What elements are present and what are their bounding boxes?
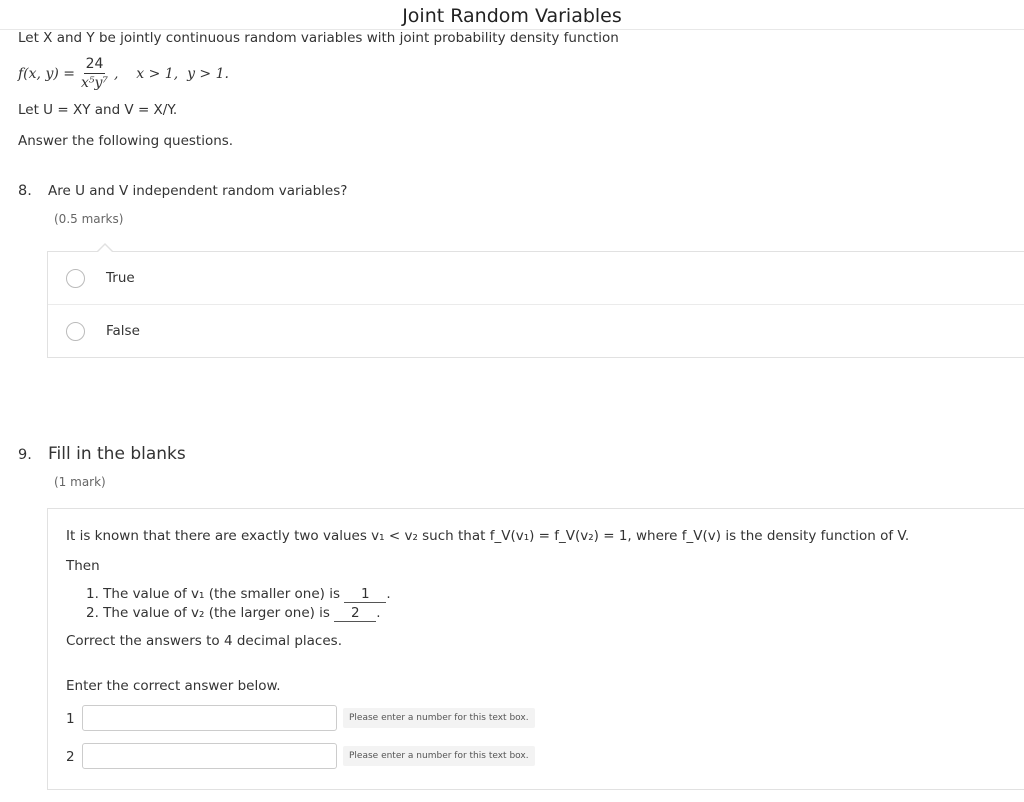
question-statement: It is known that there are exactly two values v₁ < v₂ such that f_V(v₁) = f_V(v₂) = 1, where f_V(v) is the density function of V. <box>66 528 910 544</box>
radio-button[interactable] <box>66 269 85 288</box>
panel-pointer-fill <box>98 245 112 252</box>
enter-answer-label: Enter the correct answer below. <box>66 678 281 694</box>
question-number: 9. <box>18 447 32 463</box>
blank-item-text: 1. The value of v₁ (the smaller one) is <box>86 586 341 602</box>
answer-index: 1 <box>66 711 75 727</box>
precision-note: Correct the answers to 4 decimal places. <box>66 633 342 649</box>
pdf-formula <box>18 54 229 94</box>
blank-1: 1 <box>344 586 386 603</box>
pdf-numerator: 24 <box>85 56 104 72</box>
page-title: Joint Random Variables <box>402 5 622 27</box>
answer-index: 2 <box>66 749 75 765</box>
fill-blanks-panel <box>47 508 1024 790</box>
blank-item-2: 2. The value of v₂ (the larger one) is 2 . <box>86 605 381 621</box>
option-false[interactable] <box>48 305 1024 357</box>
question-title: Fill in the blanks <box>48 444 186 464</box>
transform-line: Let U = XY and V = X/Y. <box>18 102 178 118</box>
option-true[interactable] <box>48 252 1024 304</box>
question-number: 8. <box>18 183 32 199</box>
question-text: Are U and V independent random variables? <box>48 183 348 199</box>
answer-input-1[interactable] <box>82 705 337 731</box>
instruction-line: Answer the following questions. <box>18 133 234 149</box>
radio-button[interactable] <box>66 322 85 341</box>
pdf-fraction <box>81 56 108 92</box>
blank-2: 2 <box>334 605 376 622</box>
blank-item-1: 1. The value of v₁ (the smaller one) is 1 . <box>86 586 391 602</box>
option-label: True <box>106 270 135 286</box>
then-label: Then <box>66 558 100 574</box>
intro-line: Let X and Y be jointly continuous random variables with joint probability density function <box>18 30 619 46</box>
blank-item-text: 2. The value of v₂ (the larger one) is <box>86 605 330 621</box>
option-label: False <box>106 323 140 339</box>
validation-hint: Please enter a number for this text box. <box>343 708 535 728</box>
validation-hint: Please enter a number for this text box. <box>343 746 535 766</box>
pdf-condition: , x > 1, y > 1. <box>114 66 229 82</box>
pdf-lhs: f(x, y) = <box>18 66 75 82</box>
answer-options-panel <box>47 251 1024 358</box>
answer-input-2[interactable] <box>82 743 337 769</box>
question-marks: (1 mark) <box>54 475 106 489</box>
pdf-denominator: x⁵y⁷ <box>81 75 109 91</box>
question-marks: (0.5 marks) <box>54 212 124 226</box>
